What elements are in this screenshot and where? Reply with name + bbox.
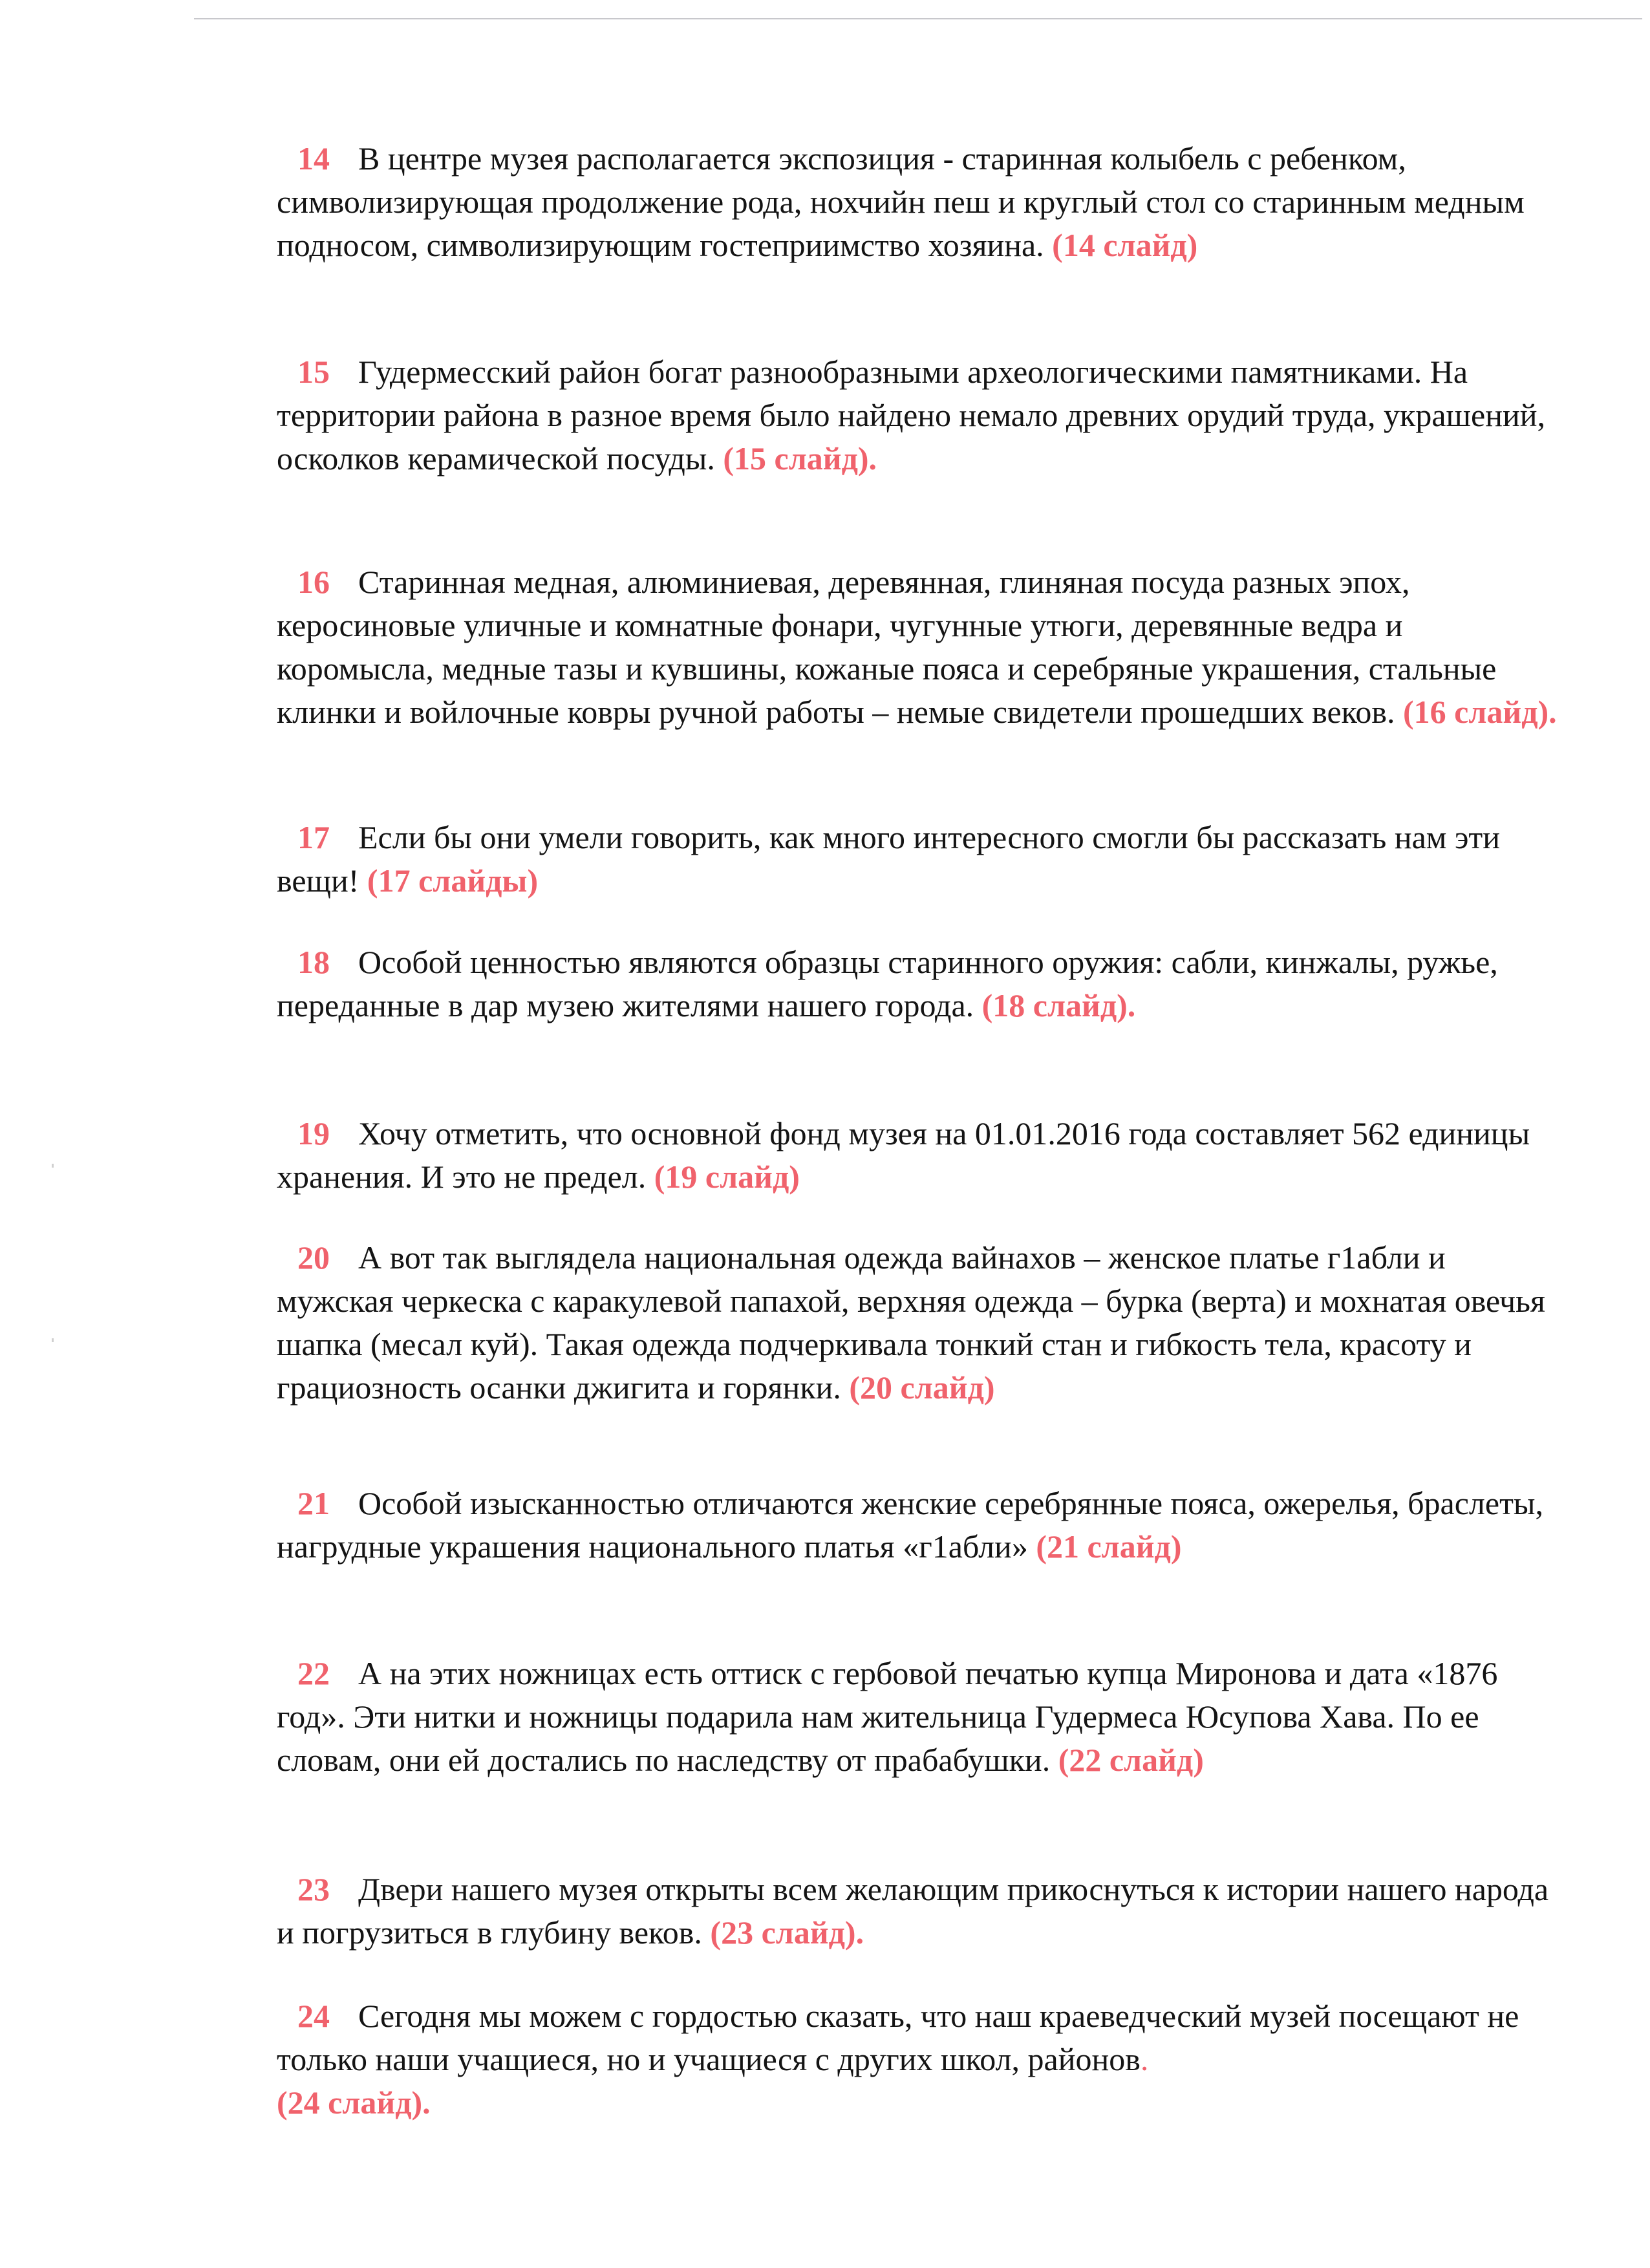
paragraph-14 xyxy=(277,137,1563,267)
paragraph-text: Двери нашего музея открыты всем желающим прикоснуться к истории нашего народа и погрузиться в глубину веков. xyxy=(277,1871,1549,1951)
paragraph-number: 19 xyxy=(297,1115,330,1151)
scan-speck xyxy=(52,1164,54,1168)
slide-reference: (19 слайд) xyxy=(654,1159,800,1195)
red-period: . xyxy=(1140,2041,1149,2077)
slide-reference: (23 слайд). xyxy=(710,1914,864,1951)
paragraph-text: Гудермесский район богат разнообразными археологическими памятниками. На территории района в разное время было найдено немало древних орудий труда, украшений, осколков керамической посуды. xyxy=(277,354,1546,476)
paragraph-text: А на этих ножницах есть оттиск с гербовой печатью купца Миронова и дата «1876 год». Эти нитки и ножницы подарила нам жительница Гудермеса Юсупова Хава. По ее словам, они ей достались по наследству от прабабушки. xyxy=(277,1655,1498,1778)
paragraph-23 xyxy=(277,1868,1563,1954)
paragraph-text: Старинная медная, алюминиевая, деревянная, глиняная посуда разных эпох, керосиновые уличные и комнатные фонари, чугунные утюги, деревянные ведра и коромысла, медные тазы и кувшины, кожаные пояса и серебряные украшения, стальные клинки и войлочные ковры ручной работы – немые свидетели прошедших веков. xyxy=(277,564,1497,730)
slide-reference: (20 слайд) xyxy=(849,1369,995,1406)
paragraph-number: 16 xyxy=(297,564,330,600)
paragraph-number: 24 xyxy=(297,1998,330,2034)
slide-reference: (22 слайд) xyxy=(1058,1742,1204,1778)
paragraph-number: 22 xyxy=(297,1655,330,1691)
paragraph-number: 14 xyxy=(297,140,330,177)
slide-reference: (24 слайд). xyxy=(277,2084,431,2121)
scan-speck xyxy=(52,1338,54,1342)
paragraph-text: Сегодня мы можем с гордостью сказать, что наш краеведческий музей посещают не только наши учащиеся, но и учащиеся с других школ, районов xyxy=(277,1998,1519,2077)
slide-reference: (14 слайд) xyxy=(1052,227,1198,263)
paragraph-24 xyxy=(277,1995,1563,2124)
slide-reference: (18 слайд). xyxy=(981,987,1136,1023)
paragraph-text: Если бы они умели говорить, как много интересного смогли бы рассказать нам эти вещи! xyxy=(277,819,1501,899)
scan-edge-line xyxy=(194,18,1642,19)
paragraph-20 xyxy=(277,1236,1563,1409)
paragraph-17 xyxy=(277,816,1563,903)
paragraph-18 xyxy=(277,941,1563,1027)
slide-reference: (16 слайд). xyxy=(1403,694,1557,730)
paragraph-number: 23 xyxy=(297,1871,330,1907)
slide-reference: (17 слайды) xyxy=(367,862,539,899)
paragraph-text: Хочу отметить, что основной фонд музея на 01.01.2016 года составляет 562 единицы хранения. И это не предел. xyxy=(277,1115,1530,1195)
paragraph-number: 17 xyxy=(297,819,330,855)
paragraph-number: 21 xyxy=(297,1485,330,1521)
paragraph-text: Особой ценностью являются образцы старинного оружия: сабли, кинжалы, ружье, переданные в дар музею жителями нашего города. xyxy=(277,944,1498,1023)
paragraph-22 xyxy=(277,1652,1563,1782)
paragraph-15 xyxy=(277,350,1563,480)
paragraph-text: В центре музея располагается экспозиция - старинная колыбель с ребенком, символизирующая продолжение рода, нохчийн пеш и круглый стол со старинным медным подносом, символизирующим гостеприимство хозяина. xyxy=(277,140,1525,263)
paragraph-text: А вот так выглядела национальная одежда вайнахов – женское платье г1абли и мужская черкеска с каракулевой папахой, верхняя одежда – бурка (верта) и мохнатая овечья шапка (месал куй). Такая одежда подчеркивала тонкий стан и гибкость тела, красоту и грациозность осанки джигита и горянки. xyxy=(277,1239,1545,1406)
paragraph-number: 18 xyxy=(297,944,330,980)
slide-reference: (15 слайд). xyxy=(723,440,877,476)
paragraph-text: Особой изысканностью отличаются женские серебрянные пояса, ожерелья, браслеты, нагрудные украшения национального платья «г1абли» xyxy=(277,1485,1544,1565)
paragraph-number: 20 xyxy=(297,1239,330,1276)
paragraph-21 xyxy=(277,1482,1563,1568)
paragraph-number: 15 xyxy=(297,354,330,390)
paragraph-16 xyxy=(277,561,1563,734)
paragraph-19 xyxy=(277,1112,1563,1199)
slide-reference: (21 слайд) xyxy=(1036,1528,1182,1565)
